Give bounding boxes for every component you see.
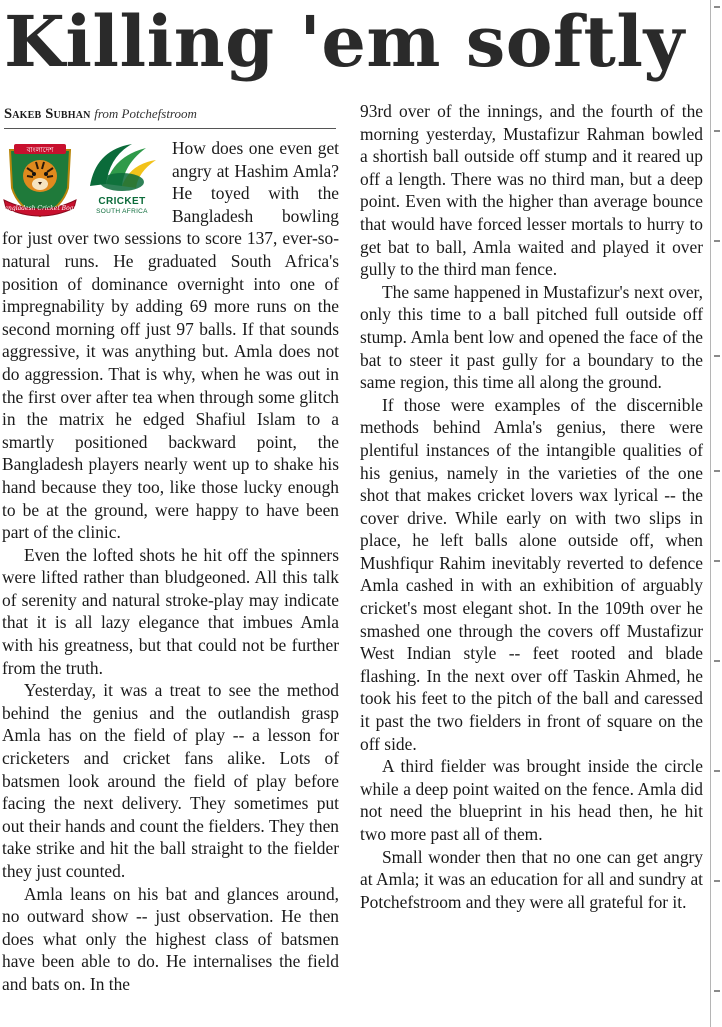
byline-location: from Potchefstroom xyxy=(94,106,197,121)
bcb-banner-text: Bangladesh Cricket Board xyxy=(0,205,80,212)
byline-author: Sakeb Subhan xyxy=(4,106,91,122)
paragraph: Even the lofted shots he hit off the spinners were lifted rather than bludgeoned. All this talk of serenity and natural stroke-play may indicate that it is all lazy elegance that imbues Amla with his greatness, but that could not be further from the truth. xyxy=(2,544,339,678)
paragraph: 93rd over of the innings, and the fourth of the morning yesterday, Mustafizur Rahman bowled a shortish ball outside off stump and it reared up off a length. There was no third man, but a deep point. Even with the higher than average bounce that would have forced lesser mortals to hurry to get bat to ball, Amla waited and played it over gully to the third man fence. xyxy=(360,101,703,280)
article-column-left xyxy=(2,137,339,996)
paragraph: A third fielder was brought inside the circle while a deep point waited on the fence. Amla did not need the blueprint in his head then, he hit two more past all of them. xyxy=(360,756,703,844)
bcb-top-text: বাংলাদেশ xyxy=(26,146,54,154)
paragraph: If those were examples of the discernible methods behind Amla's genius, there were plentiful instances of the intangible qualities of his genius, namely in the varieties of the one shot that makes cricket lovers wax lyrical -- the cover drive. While early on with two slips in place, he left balls alone outside off, when Mushfiqur Rahim inevitably reverted to defence Amla cashed in with an exhibition of arguably cricket's most elegant shot. In the 109th over he smashed one through the covers off Mustafizur West Indian style -- feet rooted and blade flashing. In the next over off Taskin Ahmed, he took his feet to the pitch of the ball and caressed it past the two fielders in front of square on the off side. xyxy=(360,394,703,754)
paragraph: Amla leans on his bat and glances around, no outward show -- just observation. He then does what only the highest class of batsmen have been able to do. He internalises the field and bats on. In the xyxy=(2,883,339,994)
paragraph: The same happened in Mustafizur's next over, only this time to a ball pitched full outside off stump. Amla bent low and opened the face of the bat to steer it past gully for a boundary to the same region, this time all along the ground. xyxy=(360,281,703,393)
paragraph: Yesterday, it was a treat to see the method behind the genius and the outlandish grasp Amla has on the field of play -- a lesson for cricketers and cricket fans alike. Lots of batsmen look around the field of play before facing the next delivery. They sometimes put out their hands and count the fielders. They then take strike and hit the ball straight to the fielder they just counted. xyxy=(2,680,339,881)
page-edge-rule xyxy=(710,0,711,1027)
logo-spacer xyxy=(2,137,172,227)
page-edge-marks xyxy=(714,0,722,1027)
csa-logo-subtext: SOUTH AFRICA xyxy=(96,208,148,215)
paragraph: Small wonder then that no one can get angry at Amla; it was an education for all and sundry at Potchefstroom and they were all grateful for it. xyxy=(360,846,703,912)
csa-logo-text: CRICKET xyxy=(98,196,146,207)
article-column-right xyxy=(360,100,703,913)
paragraph: How does one even get angry at Hashim Amla? He toyed with the Bangladesh bowling for just over two sessions to score 137, ever-so-natural runs. He graduated South Africa's position of dominance overnight into one of impregnability by adding 69 more runs on the second morning off just 97 balls. If that sounds aggressive, it was anything but. Amla does not do aggression. That is why, when he was out in the first over after tea when through some glitch in the matrix he edged Shafiul Islam to a smartly positioned backward point, the Bangladesh players nearly went up to shake his hand because they too, like those lucky enough to be at the ground, were happy to have been part of the clinic. xyxy=(2,138,339,543)
byline-divider xyxy=(4,128,336,129)
byline xyxy=(4,104,336,124)
headline: Killing 'em softly xyxy=(4,0,685,83)
